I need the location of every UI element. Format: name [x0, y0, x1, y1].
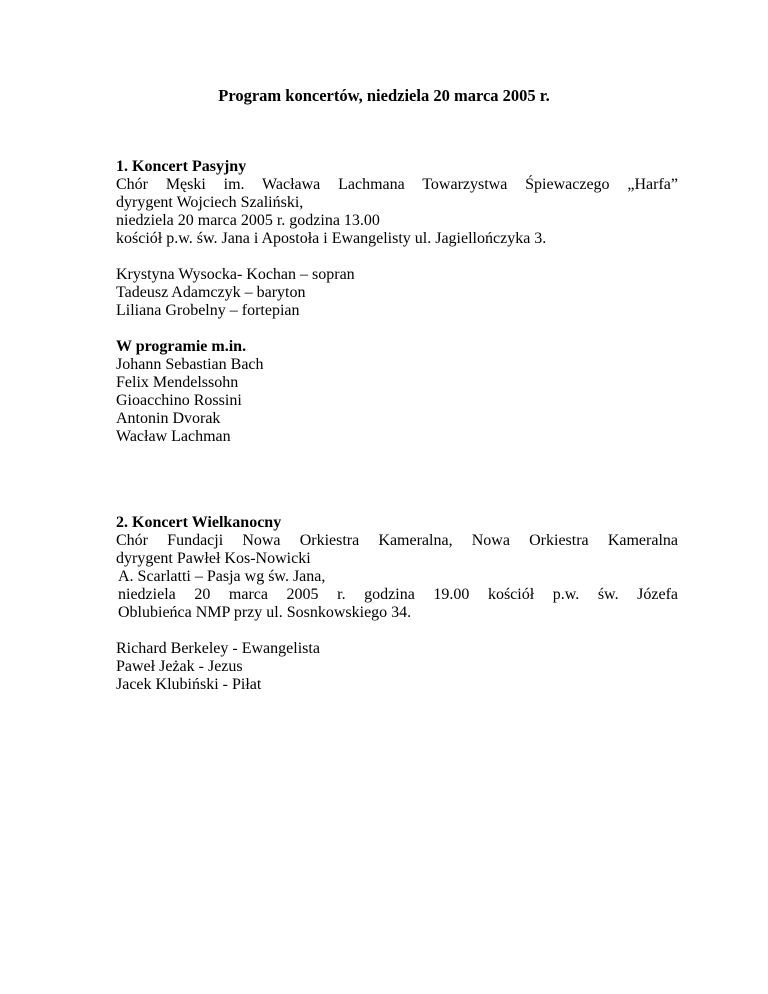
performer-line: Richard Berkeley - Ewangelista: [116, 640, 320, 657]
concert-2-choir: Chór Fundacji Nowa Orkiestra Kameralna, Nowa Orkiestra Kameralna: [116, 532, 678, 549]
concert-1-datetime: niedziela 20 marca 2005 r. godzina 13.00: [116, 212, 380, 229]
program-heading: W programie m.in.: [116, 338, 247, 355]
concert-1-choir: Chór Męski im. Wacława Lachmana Towarzystwa Śpiewaczego „Harfa”: [116, 176, 678, 193]
performer-line: Jacek Klubiński - Piłat: [116, 676, 262, 693]
document-title: Program koncertów, niedziela 20 marca 2005 r.: [218, 86, 550, 105]
composer-line: Wacław Lachman: [116, 428, 231, 445]
concert-1-section: [116, 158, 678, 446]
concert-2-heading: 2. Koncert Wielkanocny: [116, 514, 282, 531]
concert-1-program: [116, 338, 678, 446]
performer-line: Paweł Jeżak - Jezus: [116, 658, 243, 675]
concert-2-work: A. Scarlatti – Pasja wg św. Jana,: [118, 568, 326, 585]
concert-2-datetime-venue: niedziela 20 marca 2005 r. godzina 19.00 kościół p.w. św. Józefa: [118, 586, 678, 603]
concert-1-heading: 1. Koncert Pasyjny: [116, 158, 247, 175]
composer-line: Antonin Dvorak: [116, 410, 221, 427]
composer-line: Gioacchino Rossini: [116, 392, 242, 409]
concert-1-performers: [116, 266, 678, 320]
concert-2-conductor: dyrygent Pawłeł Kos-Nowicki: [116, 550, 311, 567]
concert-2-venue-continued: Oblubieńca NMP przy ul. Sosnkowskiego 34.: [118, 604, 412, 621]
composer-line: Johann Sebastian Bach: [116, 356, 264, 373]
performer-line: Krystyna Wysocka- Kochan – sopran: [116, 266, 355, 283]
concert-2-performers: [116, 640, 678, 694]
performer-line: Liliana Grobelny – fortepian: [116, 302, 300, 319]
concert-1-conductor: dyrygent Wojciech Szaliński,: [116, 194, 304, 211]
performer-line: Tadeusz Adamczyk – baryton: [116, 284, 306, 301]
composer-line: Felix Mendelssohn: [116, 374, 239, 391]
concert-2-section: [116, 514, 678, 694]
concert-1-venue: kościół p.w. św. Jana i Apostoła i Ewangelisty ul. Jagiellończyka 3.: [116, 230, 547, 247]
